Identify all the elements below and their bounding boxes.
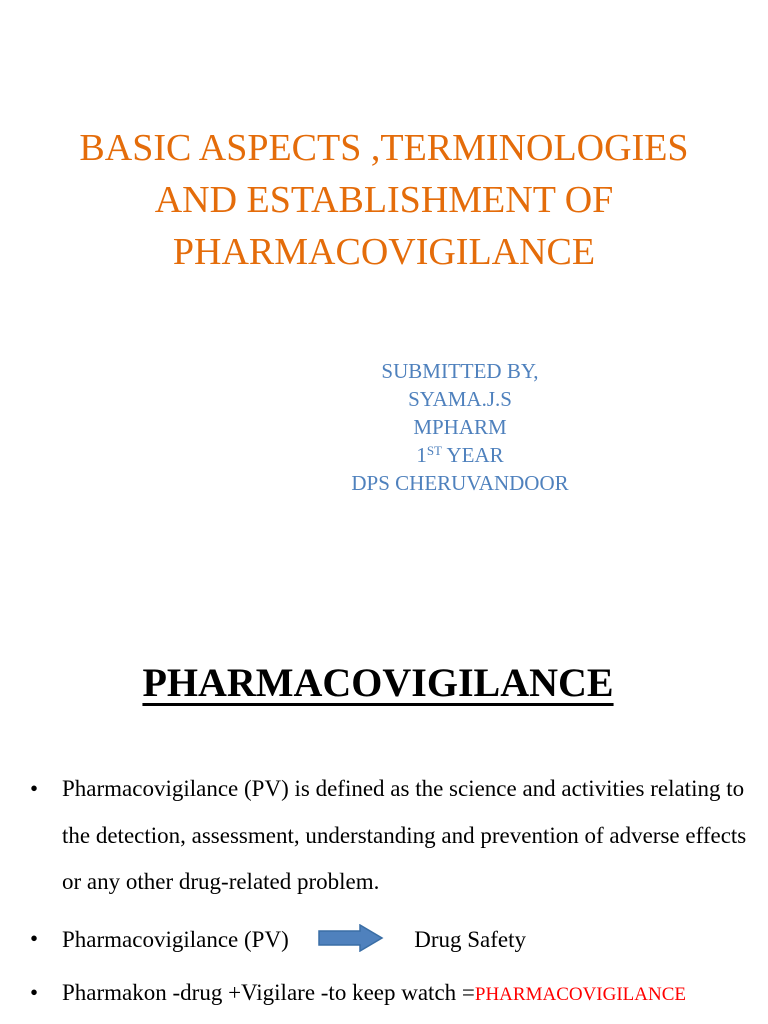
- right-arrow-icon: [318, 924, 384, 960]
- definition-text: Pharmacovigilance (PV) is defined as the science and activities relating to the detection, assessment, understanding and prevention of adverse effects or any other drug-related problem.: [62, 776, 747, 894]
- bullet-definition: [30, 766, 760, 906]
- author-name: SYAMA.J.S: [408, 387, 512, 411]
- author-year: [310, 441, 610, 469]
- title-line-2: AND ESTABLISHMENT OF: [154, 179, 614, 221]
- equivalence-left: Pharmacovigilance (PV): [62, 926, 289, 952]
- bullet-etymology: [30, 978, 760, 1010]
- title-line-3: PHARMACOVIGILANCE: [172, 231, 596, 273]
- author-course: MPHARM: [413, 415, 507, 439]
- author-block: [310, 357, 610, 497]
- year-word: YEAR: [446, 443, 504, 467]
- etymology-prefix: Pharmakon -drug +Vigilare -to keep watch =: [62, 979, 475, 1005]
- author-college: DPS CHERUVANDOOR: [351, 471, 569, 495]
- bullet-icon: •: [30, 925, 39, 951]
- presentation-title: [0, 122, 768, 278]
- bullet-list: [30, 766, 760, 1010]
- section-heading-text: PHARMACOVIGILANCE: [142, 660, 614, 705]
- section-heading: [0, 655, 756, 711]
- title-line-1: BASIC ASPECTS ,TERMINOLOGIES: [79, 127, 689, 169]
- bullet-icon: •: [30, 776, 39, 801]
- bullet-equivalence: [30, 924, 760, 960]
- year-suffix: ST: [426, 443, 442, 458]
- equivalence-right: Drug Safety: [414, 926, 527, 952]
- year-number: 1: [416, 443, 427, 467]
- submitted-by-label: SUBMITTED BY,: [381, 359, 539, 383]
- arrow-shape: [319, 925, 382, 951]
- etymology-result: PHARMACOVIGILANCE: [474, 983, 687, 1005]
- bullet-icon: •: [30, 979, 39, 1005]
